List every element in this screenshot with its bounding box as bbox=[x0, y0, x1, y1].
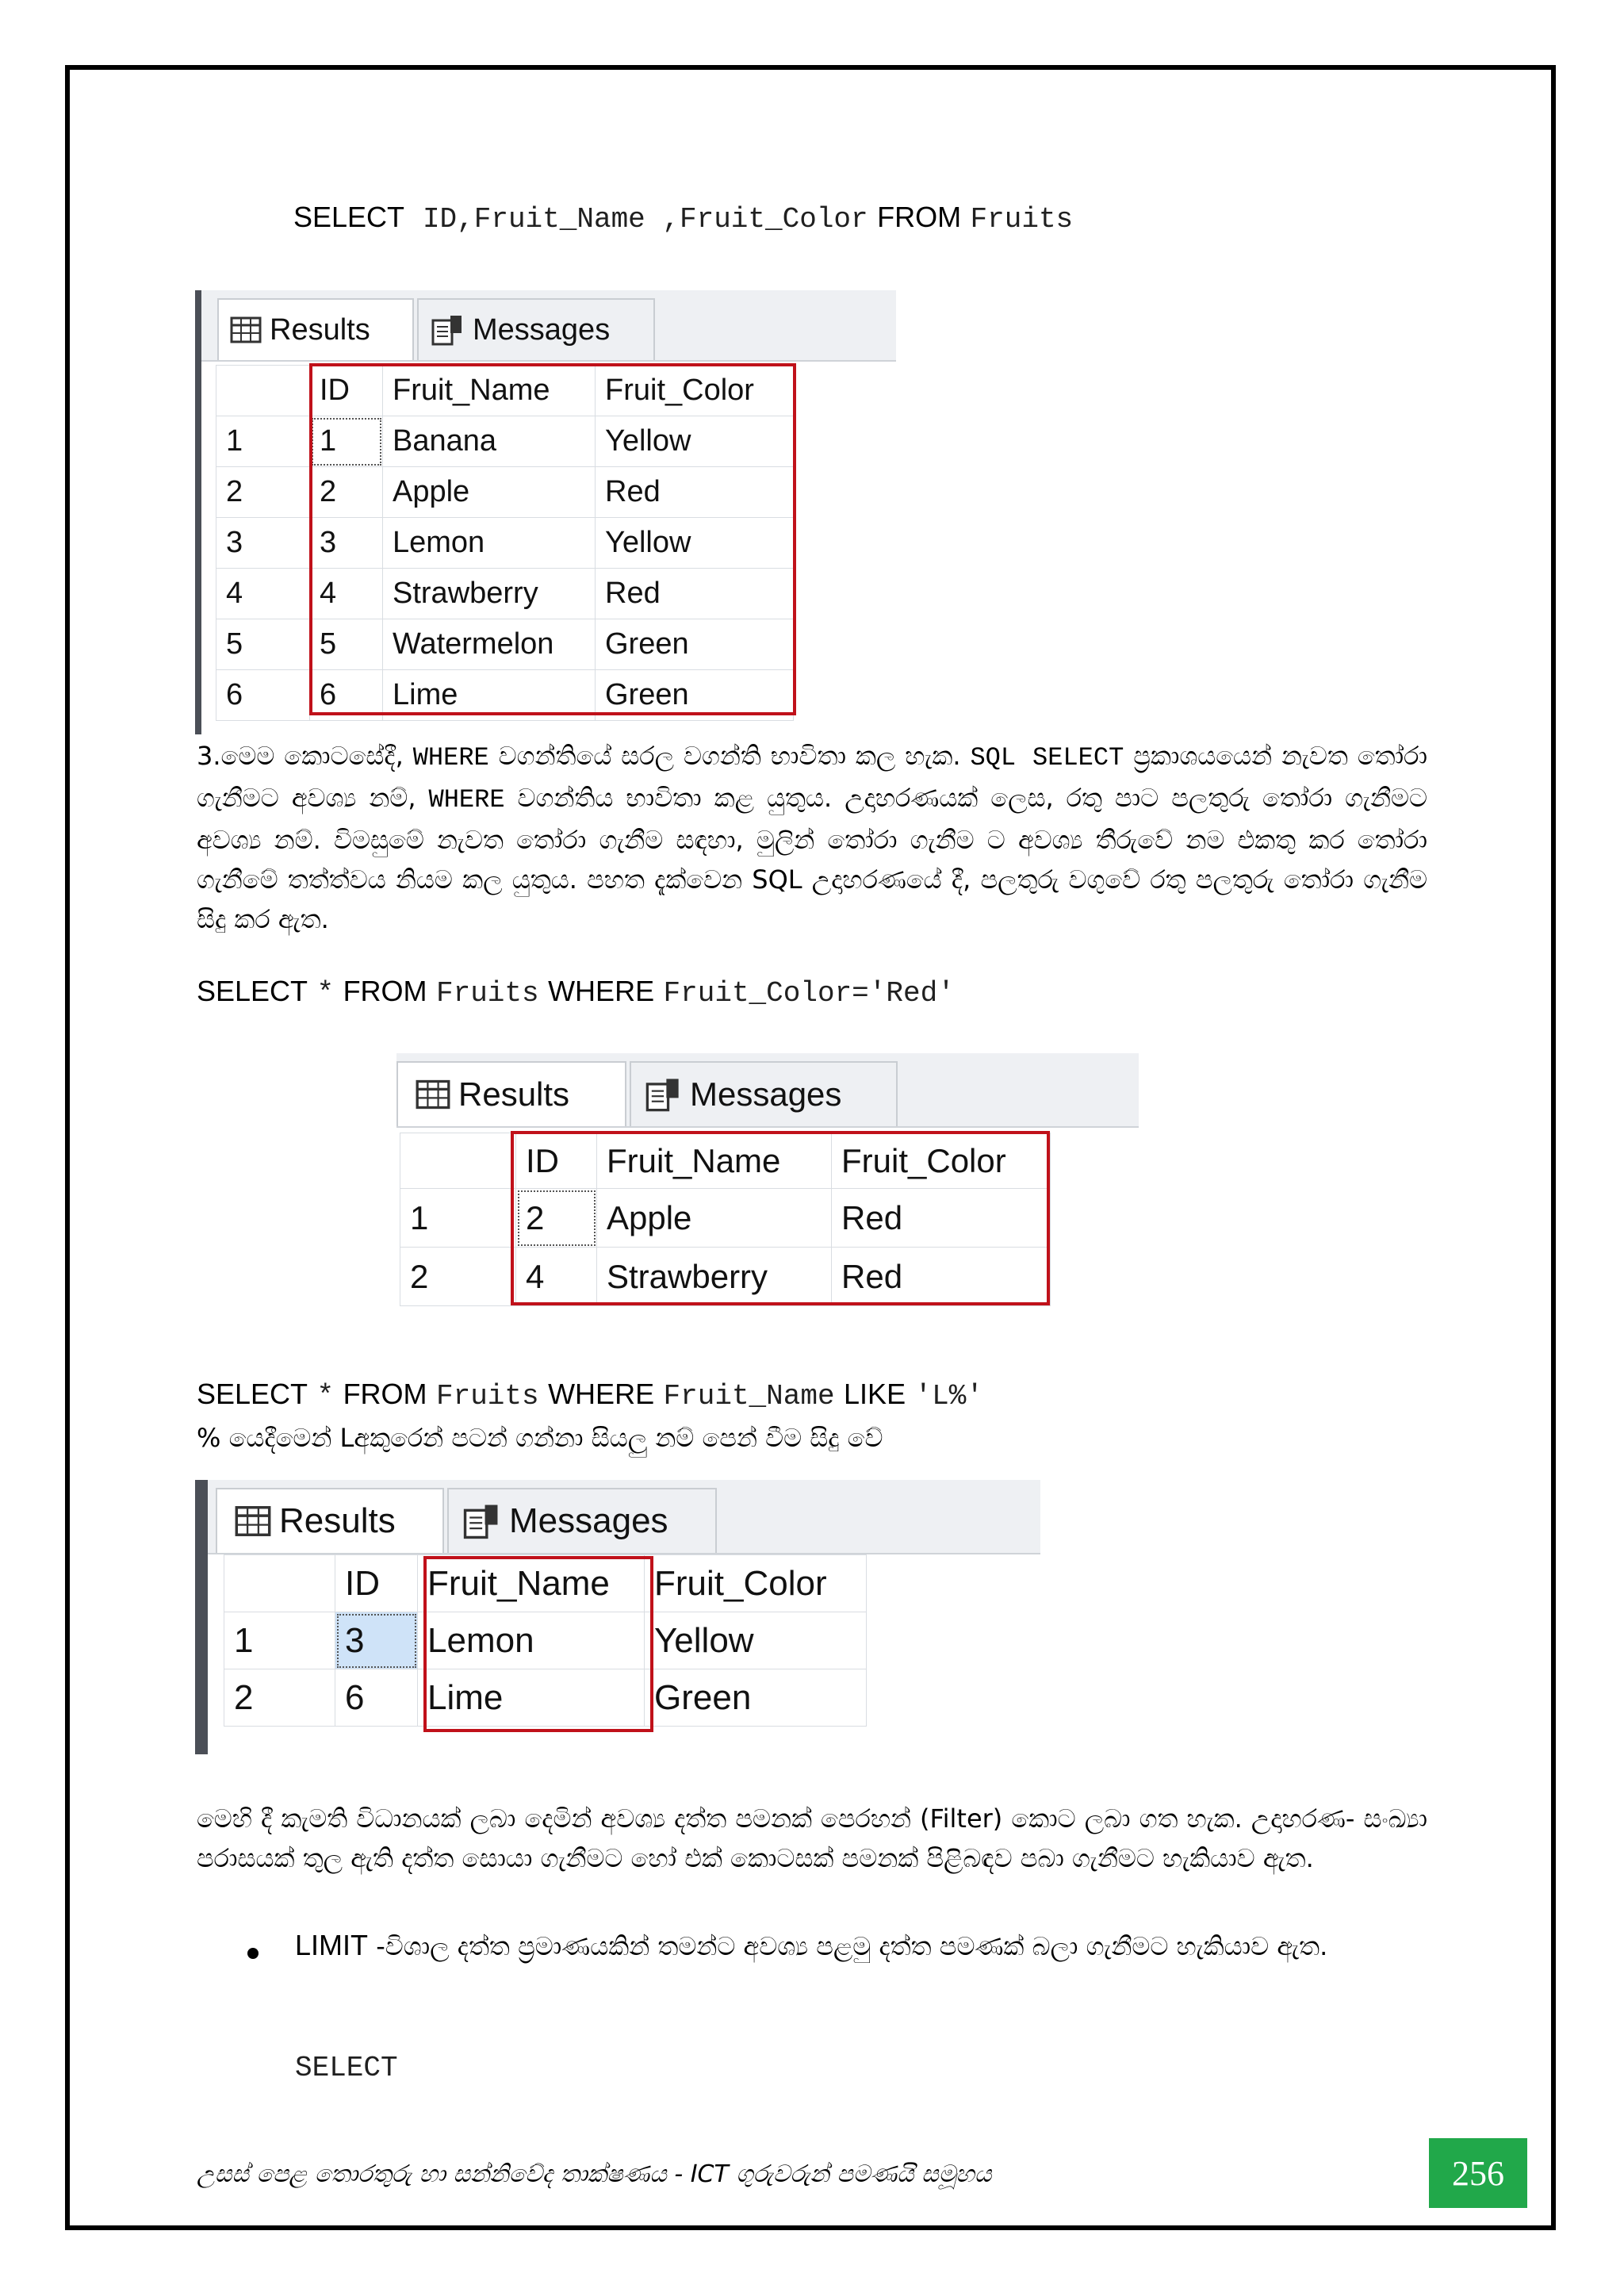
sql-query-4 bbox=[295, 2049, 398, 2086]
grid-left-bar bbox=[195, 290, 201, 734]
column-header-fruit-color[interactable]: Fruit_Color bbox=[596, 366, 794, 416]
tab-messages[interactable] bbox=[447, 1488, 717, 1553]
cell-fruit-name[interactable]: Lime bbox=[383, 670, 596, 721]
row-number: 1 bbox=[224, 1612, 335, 1669]
sql-keyword-select: SELECT bbox=[197, 1378, 308, 1410]
cell-fruit-color[interactable]: Yellow bbox=[596, 416, 794, 467]
sql-table: Fruits bbox=[970, 203, 1074, 236]
results-grid-3 bbox=[195, 1480, 1040, 1754]
cell-id[interactable]: 3 bbox=[310, 518, 383, 569]
cell-id[interactable]: 5 bbox=[310, 619, 383, 670]
like-note: % යෙදීමෙන් Lඅකුරෙන් පටන් ගන්නා සියලු නම් පෙන් වීම සිදු වේ bbox=[197, 1423, 883, 1453]
tab-results[interactable] bbox=[216, 1488, 444, 1553]
tab-results[interactable] bbox=[217, 298, 414, 360]
page-number: 256 bbox=[1429, 2138, 1527, 2208]
grid-icon bbox=[230, 316, 262, 343]
para-code-sql-select: SQL SELECT bbox=[970, 743, 1124, 772]
paragraph-filter-explanation: මෙහි දී කැමති විධානයක් ලබා දෙමින් අවශ්‍ය දත්ත පමනක් පෙරහන් (Filter) කොට ලබා ගත හැක. උදාහරණ- සංඛ්‍යා පරාසයක් තුල ඇති දත්ත සොයා ගැනීමට හෝ එක් කොටසක් පමනක් පිළිබඳව පබා ගැනීමට හැකියාව ඇත. bbox=[197, 1803, 1427, 1873]
limit-keyword: LIMIT bbox=[295, 1929, 369, 1961]
para-code-where: WHERE bbox=[412, 743, 489, 772]
row-number: 6 bbox=[216, 670, 310, 721]
tab-results-label: Results bbox=[458, 1075, 570, 1113]
tab-messages-label: Messages bbox=[473, 312, 611, 347]
cell-fruit-color[interactable]: Yellow bbox=[596, 518, 794, 569]
para-text: වගන්තියේ සරල වගන්ති භාවිතා කල හැක. bbox=[488, 741, 971, 771]
column-header-fruit-color[interactable]: Fruit_Color bbox=[645, 1555, 867, 1612]
cell-fruit-color[interactable]: Green bbox=[596, 619, 794, 670]
grid-icon bbox=[416, 1079, 450, 1110]
messages-icon bbox=[462, 1503, 501, 1539]
tab-results[interactable] bbox=[396, 1061, 626, 1126]
cell-id[interactable]: 6 bbox=[335, 1669, 418, 1727]
tab-messages-label: Messages bbox=[509, 1501, 668, 1540]
sql-pattern: 'L%' bbox=[914, 1380, 983, 1412]
cell-fruit-color[interactable]: Red bbox=[832, 1248, 1051, 1306]
cell-id[interactable]: 2 bbox=[310, 467, 383, 518]
paragraph-where-explanation bbox=[197, 736, 1427, 939]
sql-keyword-select: SELECT bbox=[197, 975, 308, 1007]
row-number-header bbox=[216, 366, 310, 416]
grid-left-bar bbox=[195, 1480, 208, 1754]
cell-fruit-color[interactable]: Red bbox=[832, 1189, 1051, 1248]
cell-fruit-name[interactable]: Strawberry bbox=[597, 1248, 832, 1306]
cell-fruit-color[interactable]: Red bbox=[596, 569, 794, 619]
results-grid-1 bbox=[195, 290, 896, 734]
sql-query-3 bbox=[197, 1377, 983, 1414]
cell-id[interactable]: 6 bbox=[310, 670, 383, 721]
sql-keyword-select: SELECT bbox=[293, 201, 405, 233]
cell-fruit-color[interactable]: Yellow bbox=[645, 1612, 867, 1669]
sql-keyword-from: FROM bbox=[343, 1378, 427, 1410]
row-number: 5 bbox=[216, 619, 310, 670]
sql-keyword-select: SELECT bbox=[295, 2052, 398, 2084]
column-header-id[interactable]: ID bbox=[516, 1133, 597, 1189]
sql-query-2 bbox=[197, 974, 955, 1011]
para-code-where: WHERE bbox=[428, 785, 505, 815]
page-footer: උසස් පෙළ තොරතුරු හා සන්නිවේද තාක්ෂණය - ICT ගුරුවරුන් පමණයි සමූහය bbox=[197, 2160, 992, 2188]
cell-fruit-name[interactable]: Lemon bbox=[383, 518, 596, 569]
highlight-box bbox=[423, 1556, 653, 1732]
sql-keyword-where: WHERE bbox=[548, 975, 655, 1007]
sql-query-1 bbox=[293, 200, 1073, 237]
cell-fruit-color[interactable]: Red bbox=[596, 467, 794, 518]
sql-keyword-from: FROM bbox=[877, 201, 962, 233]
column-header-fruit-name[interactable]: Fruit_Name bbox=[418, 1555, 645, 1612]
cell-fruit-name[interactable]: Strawberry bbox=[383, 569, 596, 619]
sql-keyword-where: WHERE bbox=[548, 1378, 655, 1410]
para-text: 3.මෙම කොටසේදී, bbox=[197, 741, 413, 771]
cell-fruit-name[interactable]: Apple bbox=[597, 1189, 832, 1248]
results-tabbar bbox=[201, 290, 896, 362]
column-header-fruit-name[interactable]: Fruit_Name bbox=[383, 366, 596, 416]
bullet-limit bbox=[295, 1926, 1429, 1966]
results-tabbar bbox=[208, 1480, 1040, 1554]
highlight-box bbox=[511, 1131, 1050, 1305]
grid-icon bbox=[235, 1505, 271, 1537]
sql-column: Fruit_Name bbox=[663, 1380, 835, 1412]
cell-fruit-name[interactable]: Watermelon bbox=[383, 619, 596, 670]
para-text: ප්‍රකාශයයෙන් නැවත තෝරා ගැනීමට අවශ්‍ය නම්, bbox=[197, 741, 1427, 813]
messages-icon bbox=[644, 1077, 682, 1112]
sql-table: Fruits bbox=[436, 977, 539, 1010]
results-tabbar bbox=[396, 1053, 1139, 1128]
row-number: 1 bbox=[400, 1189, 516, 1248]
sql-keyword-from: FROM bbox=[343, 975, 427, 1007]
cell-fruit-color[interactable]: Green bbox=[645, 1669, 867, 1727]
cell-id[interactable]: 4 bbox=[310, 569, 383, 619]
row-number-header bbox=[400, 1133, 516, 1189]
cell-fruit-name[interactable]: Lemon bbox=[418, 1612, 645, 1669]
cell-id[interactable]: 4 bbox=[516, 1248, 597, 1306]
row-number: 2 bbox=[400, 1248, 516, 1306]
tab-messages[interactable] bbox=[417, 298, 655, 360]
para-text: වගන්තිය භාවිතා කළ යුතුය. උදාහරණයක් ලෙස, රතු පාට පලතුරු තෝරා ගැනීමට අවශ්‍ය නම්. විමසුමේ නැවත තෝරා ගැනීම සඳහා, මුලින් තෝරා ගැනීම ට අවශ්‍ය තීරුවේ නම එකතු කර තෝරා ගැනීමේ තත්ත්වය නියම කල යුතුය. පහත දැක්වෙන SQL උදාහරණයේ දී, පලතුරු වගුවේ රතු පලතුරු තෝරා ගැනීම සිදු කර ඇත. bbox=[197, 783, 1427, 934]
row-number: 4 bbox=[216, 569, 310, 619]
row-number: 2 bbox=[216, 467, 310, 518]
column-header-fruit-color[interactable]: Fruit_Color bbox=[832, 1133, 1051, 1189]
sql-condition: Fruit_Color='Red' bbox=[663, 977, 955, 1010]
tab-results-label: Results bbox=[279, 1501, 396, 1540]
cell-id-selected[interactable]: 3 bbox=[335, 1612, 418, 1669]
limit-description: -විශාල දත්ත ප්‍රමාණයකින් තමන්ට අවශ්‍ය පළමු දත්ත පමණක් බලා ගැනීමට හැකියාව ඇත. bbox=[368, 1931, 1328, 1961]
column-header-id[interactable]: ID bbox=[310, 366, 383, 416]
row-number: 3 bbox=[216, 518, 310, 569]
cell-fruit-name[interactable]: Lime bbox=[418, 1669, 645, 1727]
row-number-header bbox=[224, 1555, 335, 1612]
bullet-icon bbox=[247, 1948, 259, 1959]
row-number: 2 bbox=[224, 1669, 335, 1727]
row-number: 1 bbox=[216, 416, 310, 467]
cell-id[interactable]: 1 bbox=[310, 416, 383, 467]
column-header-fruit-name[interactable]: Fruit_Name bbox=[597, 1133, 832, 1189]
sql-keyword-like: LIKE bbox=[844, 1378, 906, 1410]
tab-messages[interactable] bbox=[630, 1061, 898, 1126]
tab-messages-label: Messages bbox=[690, 1075, 842, 1113]
messages-icon bbox=[430, 314, 465, 346]
cell-fruit-name[interactable]: Apple bbox=[383, 467, 596, 518]
highlight-box bbox=[309, 363, 796, 715]
sql-star: * bbox=[316, 1380, 335, 1412]
sql-table: Fruits bbox=[436, 1380, 539, 1412]
sql-fields: ID,Fruit_Name ,Fruit_Color bbox=[422, 203, 868, 236]
cell-id[interactable]: 2 bbox=[516, 1189, 597, 1248]
tab-results-label: Results bbox=[270, 312, 370, 347]
cell-fruit-color[interactable]: Green bbox=[596, 670, 794, 721]
cell-fruit-name[interactable]: Banana bbox=[383, 416, 596, 467]
sql-star: * bbox=[316, 977, 335, 1010]
results-grid-2 bbox=[396, 1053, 1139, 1326]
column-header-id[interactable]: ID bbox=[335, 1555, 418, 1612]
